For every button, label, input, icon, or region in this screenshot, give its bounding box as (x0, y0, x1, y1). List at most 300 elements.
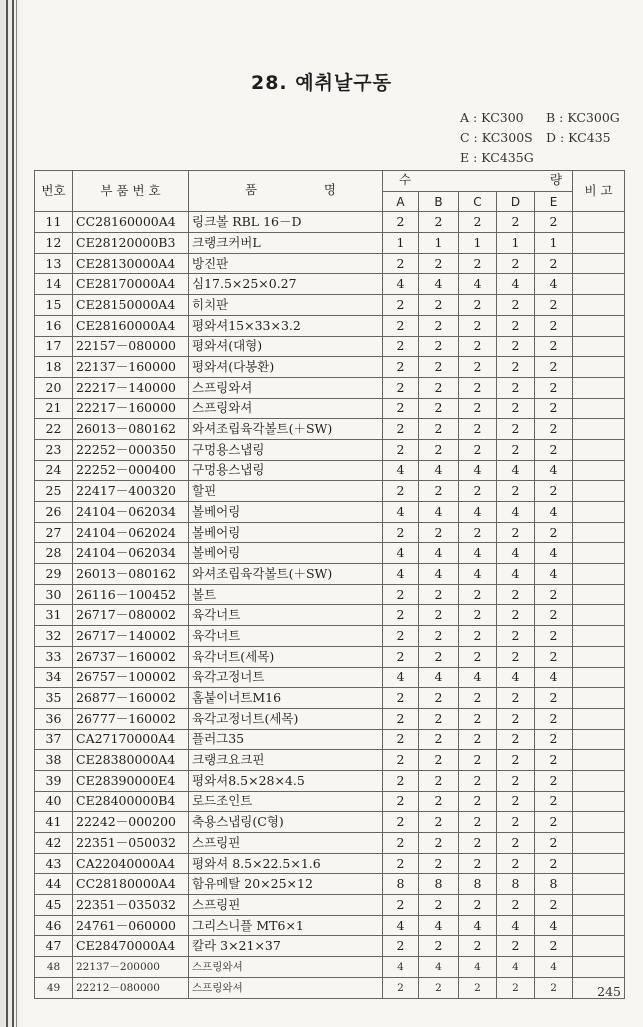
cell-no: 15 (35, 295, 73, 316)
cell-qty-c: 2 (459, 522, 497, 543)
table-row (35, 708, 625, 729)
cell-remark (573, 253, 625, 274)
table-row (35, 853, 625, 874)
cell-qty-d: 2 (497, 750, 535, 771)
cell-qty-a: 2 (383, 336, 419, 357)
cell-part-no: 22417－400320 (73, 481, 189, 502)
cell-qty-e: 2 (535, 708, 573, 729)
cell-no: 40 (35, 791, 73, 812)
cell-qty-d: 2 (497, 895, 535, 916)
cell-remark (573, 543, 625, 564)
table-row (35, 791, 625, 812)
cell-qty-e: 8 (535, 874, 573, 895)
cell-no: 42 (35, 833, 73, 854)
cell-qty-b: 2 (419, 481, 459, 502)
cell-qty-d: 4 (497, 915, 535, 936)
cell-no: 24 (35, 460, 73, 481)
cell-qty-b: 2 (419, 522, 459, 543)
cell-remark (573, 708, 625, 729)
cell-no: 44 (35, 874, 73, 895)
cell-qty-c: 2 (459, 481, 497, 502)
cell-no: 23 (35, 439, 73, 460)
cell-qty-c: 2 (459, 895, 497, 916)
cell-name: 심17.5×25×0.27 (189, 274, 383, 295)
cell-qty-c: 2 (459, 377, 497, 398)
cell-qty-d: 2 (497, 212, 535, 233)
header-remark: 비 고 (573, 171, 625, 212)
cell-qty-e: 4 (535, 915, 573, 936)
cell-qty-c: 2 (459, 253, 497, 274)
cell-qty-d: 4 (497, 274, 535, 295)
page-number: 245 (597, 984, 621, 999)
cell-qty-e: 2 (535, 770, 573, 791)
table-row (35, 688, 625, 709)
cell-qty-e: 2 (535, 336, 573, 357)
cell-name: 그리스니플 MT6×1 (189, 915, 383, 936)
cell-no: 47 (35, 936, 73, 957)
cell-qty-d: 2 (497, 522, 535, 543)
cell-no: 14 (35, 274, 73, 295)
legend-row (460, 108, 632, 128)
cell-qty-e: 4 (535, 274, 573, 295)
cell-qty-d: 2 (497, 481, 535, 502)
cell-name: 육각너트 (189, 626, 383, 647)
cell-qty-d: 2 (497, 377, 535, 398)
cell-name: 볼베어링 (189, 502, 383, 523)
cell-qty-b: 2 (419, 419, 459, 440)
table-row (35, 522, 625, 543)
cell-qty-a: 2 (383, 895, 419, 916)
cell-no: 18 (35, 357, 73, 378)
header-quantity-right: 량 (549, 172, 563, 187)
table-row (35, 977, 625, 998)
cell-qty-a: 2 (383, 295, 419, 316)
cell-qty-d: 4 (497, 543, 535, 564)
cell-qty-a: 2 (383, 688, 419, 709)
cell-qty-e: 2 (535, 212, 573, 233)
cell-qty-a: 4 (383, 543, 419, 564)
table-row (35, 895, 625, 916)
cell-part-no: CC28160000A4 (73, 212, 189, 233)
table-row (35, 274, 625, 295)
cell-remark (573, 957, 625, 978)
cell-remark (573, 522, 625, 543)
cell-qty-d: 2 (497, 253, 535, 274)
cell-qty-e: 2 (535, 833, 573, 854)
cell-qty-a: 2 (383, 853, 419, 874)
cell-part-no: 22351－035032 (73, 895, 189, 916)
cell-qty-e: 2 (535, 812, 573, 833)
cell-qty-a: 4 (383, 957, 419, 978)
header-model: C (459, 191, 497, 212)
cell-qty-b: 4 (419, 667, 459, 688)
cell-no: 41 (35, 812, 73, 833)
cell-qty-e: 2 (535, 253, 573, 274)
cell-no: 49 (35, 977, 73, 998)
legend-entry: E : KC435G (460, 150, 534, 165)
binding-line (12, 0, 14, 1027)
table-row (35, 502, 625, 523)
cell-qty-d: 2 (497, 770, 535, 791)
cell-name: 스프링와셔 (189, 377, 383, 398)
cell-part-no: 26757－100002 (73, 667, 189, 688)
cell-part-no: 26013－080162 (73, 419, 189, 440)
cell-part-no: 24104－062024 (73, 522, 189, 543)
cell-qty-a: 2 (383, 377, 419, 398)
cell-qty-e: 4 (535, 957, 573, 978)
cell-no: 30 (35, 584, 73, 605)
cell-qty-d: 4 (497, 667, 535, 688)
cell-qty-c: 2 (459, 439, 497, 460)
cell-qty-e: 2 (535, 729, 573, 750)
cell-part-no: 24104－062034 (73, 502, 189, 523)
cell-part-no: 24761－060000 (73, 915, 189, 936)
cell-qty-d: 2 (497, 708, 535, 729)
cell-name: 링크볼 RBL 16－D (189, 212, 383, 233)
cell-qty-c: 2 (459, 419, 497, 440)
cell-qty-d: 2 (497, 626, 535, 647)
cell-name: 함유메탈 20×25×12 (189, 874, 383, 895)
cell-qty-d: 2 (497, 584, 535, 605)
table-row (35, 957, 625, 978)
cell-qty-a: 2 (383, 977, 419, 998)
cell-part-no: 26717－080002 (73, 605, 189, 626)
cell-part-no: CE28400000B4 (73, 791, 189, 812)
cell-qty-e: 4 (535, 543, 573, 564)
cell-remark (573, 750, 625, 771)
cell-qty-d: 4 (497, 502, 535, 523)
cell-name: 크랭크요크핀 (189, 750, 383, 771)
cell-name: 스프링핀 (189, 833, 383, 854)
table-row (35, 626, 625, 647)
cell-part-no: CE28130000A4 (73, 253, 189, 274)
cell-qty-b: 2 (419, 833, 459, 854)
cell-qty-e: 2 (535, 295, 573, 316)
cell-qty-b: 2 (419, 439, 459, 460)
cell-no: 34 (35, 667, 73, 688)
cell-name: 볼베어링 (189, 522, 383, 543)
cell-qty-c: 2 (459, 584, 497, 605)
cell-part-no: CE28150000A4 (73, 295, 189, 316)
cell-qty-a: 4 (383, 274, 419, 295)
cell-name: 방진판 (189, 253, 383, 274)
cell-qty-e: 4 (535, 460, 573, 481)
cell-remark (573, 357, 625, 378)
cell-part-no: 26777－160002 (73, 708, 189, 729)
table-row (35, 729, 625, 750)
cell-qty-c: 2 (459, 729, 497, 750)
cell-qty-a: 2 (383, 791, 419, 812)
cell-part-no: 22137－160000 (73, 357, 189, 378)
cell-name: 평와셔15×33×3.2 (189, 315, 383, 336)
cell-name: 볼베어링 (189, 543, 383, 564)
cell-qty-b: 2 (419, 708, 459, 729)
cell-name: 육각너트 (189, 605, 383, 626)
cell-qty-c: 4 (459, 667, 497, 688)
cell-name: 크랭크커버L (189, 233, 383, 254)
cell-no: 43 (35, 853, 73, 874)
cell-qty-b: 2 (419, 295, 459, 316)
cell-qty-d: 2 (497, 853, 535, 874)
cell-qty-e: 2 (535, 626, 573, 647)
cell-remark (573, 502, 625, 523)
header-no: 번호 (35, 171, 73, 212)
cell-qty-a: 1 (383, 233, 419, 254)
cell-no: 33 (35, 646, 73, 667)
cell-qty-b: 2 (419, 977, 459, 998)
cell-name: 로드조인트 (189, 791, 383, 812)
cell-qty-c: 2 (459, 357, 497, 378)
cell-qty-b: 4 (419, 274, 459, 295)
cell-qty-e: 2 (535, 315, 573, 336)
cell-qty-a: 4 (383, 667, 419, 688)
cell-no: 46 (35, 915, 73, 936)
table-row (35, 646, 625, 667)
cell-qty-a: 2 (383, 646, 419, 667)
cell-qty-d: 2 (497, 357, 535, 378)
cell-qty-d: 2 (497, 315, 535, 336)
cell-remark (573, 377, 625, 398)
cell-no: 16 (35, 315, 73, 336)
cell-remark (573, 853, 625, 874)
table-row (35, 584, 625, 605)
cell-qty-c: 2 (459, 833, 497, 854)
cell-no: 45 (35, 895, 73, 916)
cell-qty-a: 2 (383, 750, 419, 771)
cell-qty-a: 4 (383, 564, 419, 585)
cell-qty-a: 4 (383, 460, 419, 481)
table-row (35, 564, 625, 585)
cell-part-no: 26737－160002 (73, 646, 189, 667)
cell-qty-b: 2 (419, 626, 459, 647)
cell-part-no: CE28160000A4 (73, 315, 189, 336)
cell-qty-b: 2 (419, 791, 459, 812)
cell-qty-e: 2 (535, 750, 573, 771)
cell-qty-d: 2 (497, 688, 535, 709)
cell-name: 평와셔(대형) (189, 336, 383, 357)
cell-qty-d: 2 (497, 977, 535, 998)
cell-remark (573, 874, 625, 895)
cell-qty-b: 2 (419, 584, 459, 605)
cell-qty-d: 2 (497, 605, 535, 626)
cell-qty-a: 2 (383, 729, 419, 750)
cell-no: 20 (35, 377, 73, 398)
table-row (35, 770, 625, 791)
table-row (35, 398, 625, 419)
cell-qty-a: 2 (383, 833, 419, 854)
cell-no: 27 (35, 522, 73, 543)
cell-qty-d: 4 (497, 460, 535, 481)
cell-qty-c: 2 (459, 605, 497, 626)
header-name-right: 명 (323, 182, 336, 197)
table-row (35, 667, 625, 688)
cell-qty-a: 2 (383, 936, 419, 957)
cell-remark (573, 812, 625, 833)
cell-qty-d: 2 (497, 295, 535, 316)
table-row (35, 915, 625, 936)
header-model: B (419, 191, 459, 212)
parts-table-body (35, 212, 625, 998)
cell-qty-b: 8 (419, 874, 459, 895)
cell-qty-c: 4 (459, 502, 497, 523)
cell-name: 플러그35 (189, 729, 383, 750)
cell-qty-e: 2 (535, 791, 573, 812)
legend-entry: B : KC300G (546, 110, 620, 125)
cell-remark (573, 729, 625, 750)
table-row (35, 460, 625, 481)
cell-qty-e: 4 (535, 502, 573, 523)
cell-part-no: 22351－050032 (73, 833, 189, 854)
cell-part-no: 22252－000400 (73, 460, 189, 481)
cell-qty-d: 8 (497, 874, 535, 895)
cell-part-no: 26877－160002 (73, 688, 189, 709)
cell-qty-e: 2 (535, 439, 573, 460)
legend-entry: A : KC300 (460, 110, 524, 125)
cell-qty-b: 2 (419, 377, 459, 398)
cell-qty-b: 2 (419, 750, 459, 771)
header-name-left: 품 (245, 182, 258, 197)
cell-part-no: CA27170000A4 (73, 729, 189, 750)
cell-qty-a: 2 (383, 419, 419, 440)
cell-no: 48 (35, 957, 73, 978)
cell-qty-c: 2 (459, 688, 497, 709)
cell-no: 22 (35, 419, 73, 440)
cell-name: 축용스냅링(C형) (189, 812, 383, 833)
cell-qty-a: 2 (383, 605, 419, 626)
table-row (35, 253, 625, 274)
cell-qty-b: 2 (419, 936, 459, 957)
cell-name: 칼라 3×21×37 (189, 936, 383, 957)
table-row (35, 874, 625, 895)
parts-table (34, 170, 625, 999)
cell-qty-a: 8 (383, 874, 419, 895)
cell-qty-d: 2 (497, 791, 535, 812)
cell-no: 12 (35, 233, 73, 254)
cell-qty-a: 2 (383, 315, 419, 336)
cell-name: 평와셔8.5×28×4.5 (189, 770, 383, 791)
cell-qty-a: 2 (383, 626, 419, 647)
header-part-no: 부 품 번 호 (73, 171, 189, 212)
cell-qty-e: 2 (535, 377, 573, 398)
cell-qty-a: 2 (383, 481, 419, 502)
cell-remark (573, 626, 625, 647)
cell-remark (573, 791, 625, 812)
table-row (35, 295, 625, 316)
cell-part-no: 22217－140000 (73, 377, 189, 398)
cell-qty-d: 2 (497, 439, 535, 460)
table-row (35, 481, 625, 502)
cell-name: 히치판 (189, 295, 383, 316)
cell-part-no: 22157－080000 (73, 336, 189, 357)
cell-name: 육각너트(세목) (189, 646, 383, 667)
table-row (35, 377, 625, 398)
cell-qty-c: 8 (459, 874, 497, 895)
cell-part-no: 22217－160000 (73, 398, 189, 419)
cell-qty-c: 2 (459, 398, 497, 419)
cell-qty-b: 1 (419, 233, 459, 254)
cell-qty-e: 2 (535, 481, 573, 502)
cell-part-no: CA22040000A4 (73, 853, 189, 874)
cell-qty-c: 4 (459, 915, 497, 936)
cell-name: 스프링와셔 (189, 977, 383, 998)
cell-remark (573, 646, 625, 667)
cell-qty-c: 2 (459, 812, 497, 833)
cell-qty-e: 2 (535, 895, 573, 916)
cell-qty-a: 4 (383, 915, 419, 936)
cell-part-no: 26717－140002 (73, 626, 189, 647)
cell-qty-b: 2 (419, 398, 459, 419)
cell-qty-b: 2 (419, 646, 459, 667)
cell-qty-c: 4 (459, 564, 497, 585)
cell-qty-b: 2 (419, 253, 459, 274)
cell-qty-c: 4 (459, 460, 497, 481)
cell-qty-b: 4 (419, 543, 459, 564)
cell-qty-a: 2 (383, 398, 419, 419)
cell-no: 35 (35, 688, 73, 709)
table-row (35, 233, 625, 254)
table-row (35, 543, 625, 564)
cell-qty-e: 2 (535, 688, 573, 709)
cell-qty-e: 2 (535, 398, 573, 419)
cell-qty-a: 2 (383, 212, 419, 233)
cell-qty-a: 2 (383, 584, 419, 605)
cell-qty-c: 2 (459, 750, 497, 771)
cell-qty-c: 2 (459, 977, 497, 998)
cell-part-no: 26116－100452 (73, 584, 189, 605)
cell-qty-a: 2 (383, 708, 419, 729)
table-row (35, 812, 625, 833)
cell-remark (573, 915, 625, 936)
cell-qty-c: 2 (459, 626, 497, 647)
cell-qty-c: 2 (459, 315, 497, 336)
cell-remark (573, 584, 625, 605)
cell-qty-c: 2 (459, 936, 497, 957)
cell-qty-a: 2 (383, 253, 419, 274)
cell-qty-c: 4 (459, 274, 497, 295)
header-model: A (383, 191, 419, 212)
cell-part-no: CE28120000B3 (73, 233, 189, 254)
cell-qty-a: 4 (383, 502, 419, 523)
table-row (35, 212, 625, 233)
cell-qty-d: 1 (497, 233, 535, 254)
cell-no: 38 (35, 750, 73, 771)
legend-entry: C : KC300S (460, 130, 533, 145)
cell-qty-a: 2 (383, 770, 419, 791)
cell-remark (573, 564, 625, 585)
cell-part-no: 22212－080000 (73, 977, 189, 998)
cell-qty-d: 2 (497, 646, 535, 667)
cell-qty-b: 2 (419, 315, 459, 336)
cell-no: 36 (35, 708, 73, 729)
cell-qty-e: 4 (535, 564, 573, 585)
cell-name: 육각고정너트 (189, 667, 383, 688)
cell-qty-c: 2 (459, 295, 497, 316)
cell-part-no: CC28180000A4 (73, 874, 189, 895)
cell-qty-b: 2 (419, 336, 459, 357)
cell-remark (573, 274, 625, 295)
header-model: D (497, 191, 535, 212)
cell-qty-c: 1 (459, 233, 497, 254)
cell-no: 31 (35, 605, 73, 626)
cell-qty-b: 2 (419, 895, 459, 916)
cell-qty-b: 2 (419, 853, 459, 874)
cell-qty-b: 2 (419, 212, 459, 233)
cell-qty-b: 4 (419, 915, 459, 936)
cell-qty-c: 4 (459, 957, 497, 978)
header-model: E (535, 191, 573, 212)
legend-entry: D : KC435 (546, 130, 611, 145)
cell-qty-c: 2 (459, 212, 497, 233)
